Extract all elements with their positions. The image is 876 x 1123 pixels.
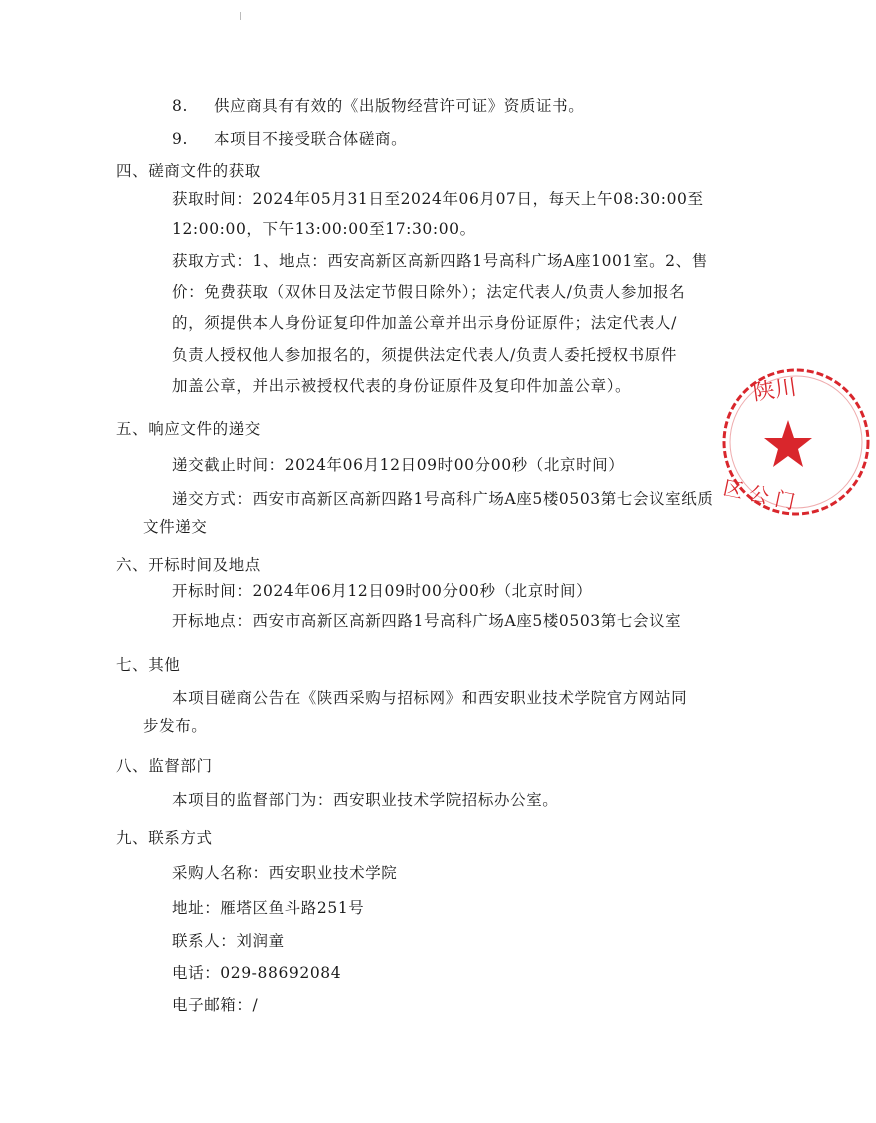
item-text: 本项目不接受联合体磋商。 [214,130,408,148]
section-heading: 六、开标时间及地点 [116,556,261,574]
section-heading: 九、联系方式 [116,829,213,847]
contact-email: 电子邮箱：/ [172,996,259,1014]
contact-person: 联系人：刘润童 [172,932,285,950]
paragraph-line: 价：免费获取（双休日及法定节假日除外）；法定代表人/负责人参加报名 [172,283,686,301]
section-heading: 八、监督部门 [116,757,213,775]
contact-phone: 电话：029-88692084 [172,964,342,982]
item-number: 9. [172,130,188,148]
paragraph-line: 负责人授权他人参加报名的，须提供法定代表人/负责人委托授权书原件 [172,346,677,364]
paragraph-line: 开标地点：西安市高新区高新四路1号高科广场A座5楼0503第七会议室 [172,612,682,630]
item-text: 供应商具有有效的《出版物经营许可证》资质证书。 [214,97,585,115]
contact-purchaser: 采购人名称：西安职业技术学院 [172,864,398,882]
section-heading: 四、磋商文件的获取 [116,162,261,180]
paragraph-line: 递交截止时间：2024年06月12日09时00分00秒（北京时间） [172,456,625,474]
item-number: 8. [172,97,188,115]
paragraph-line: 获取方式：1、地点：西安高新区高新四路1号高科广场A座1001室。2、售 [172,252,708,270]
section-heading: 五、响应文件的递交 [116,420,261,438]
paragraph-line: 递交方式：西安市高新区高新四路1号高科广场A座5楼0503第七会议室纸质 [172,490,714,508]
paragraph-line: 获取时间：2024年05月31日至2024年06月07日，每天上午08:30:00至 [172,190,704,208]
paragraph-line: 本项目的监督部门为：西安职业技术学院招标办公室。 [172,791,559,809]
paragraph-line: 文件递交 [143,518,208,536]
paragraph-line: 开标时间：2024年06月12日09时00分00秒（北京时间） [172,582,593,600]
seal-text-top: 陕川 [751,375,799,406]
scan-mark [240,12,241,20]
paragraph-line: 本项目磋商公告在《陕西采购与招标网》和西安职业技术学院官方网站同 [172,689,688,707]
contact-address: 地址：雁塔区鱼斗路251号 [172,899,365,917]
seal-text-bottom: 区 公 门 [720,475,798,515]
section-heading: 七、其他 [116,656,181,674]
paragraph-line: 加盖公章，并出示被授权代表的身份证原件及复印件加盖公章）。 [172,377,632,395]
paragraph-line: 12:00:00，下午13:00:00至17:30:00。 [172,220,476,238]
paragraph-line: 的，须提供本人身份证复印件加盖公章并出示身份证原件；法定代表人/ [172,314,677,332]
seal-star [764,420,812,467]
official-seal [716,362,876,522]
paragraph-line: 步发布。 [143,717,208,735]
